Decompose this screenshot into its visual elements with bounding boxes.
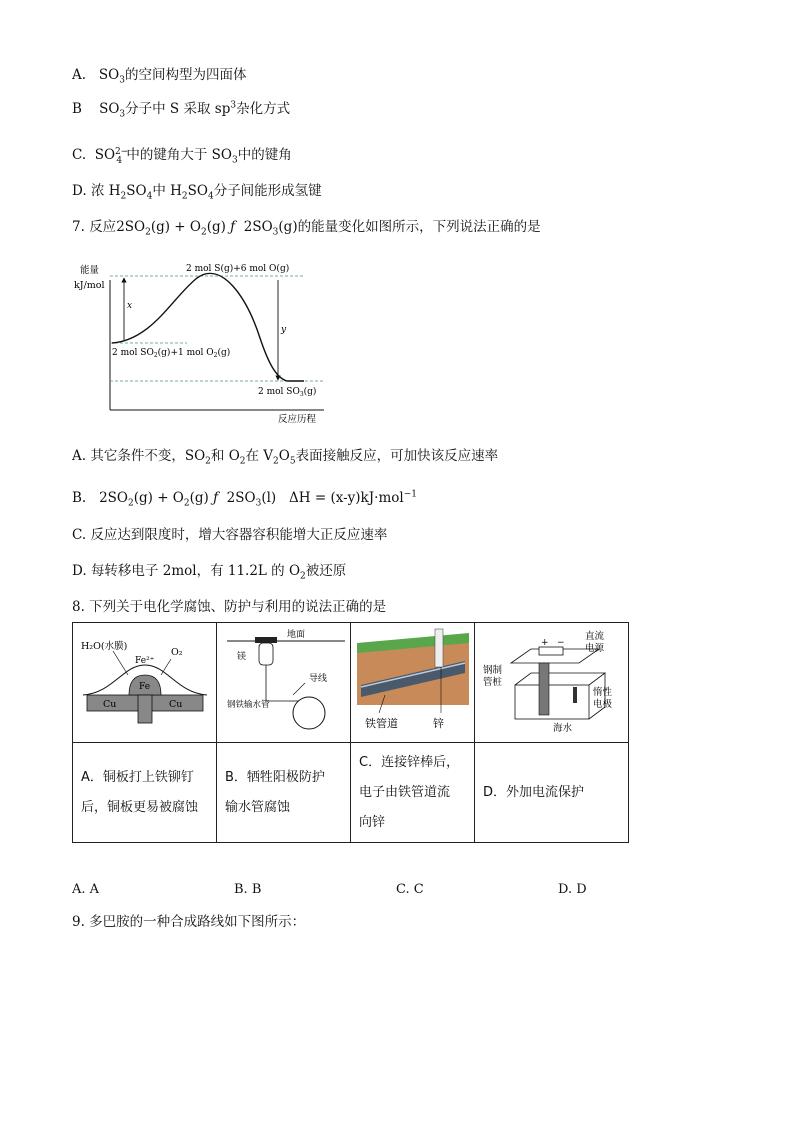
q8-stem: 8. 下列关于电化学腐蚀、防护与利用的说法正确的是 bbox=[72, 599, 387, 615]
zinc-pipe-figure bbox=[351, 623, 475, 738]
y-axis-label-1: 能量 bbox=[80, 265, 100, 276]
energy-diagram bbox=[72, 258, 332, 428]
x-axis-label: 反应历程 bbox=[278, 414, 317, 425]
q6-option-b: B $SO_3$分子中 S 采取 $sp^3$杂化方式 bbox=[72, 100, 291, 120]
svg-text:Cu: Cu bbox=[169, 699, 183, 710]
fig-cell-b bbox=[217, 623, 351, 743]
svg-text:导线: 导线 bbox=[309, 674, 328, 684]
svg-text:锌: 锌 bbox=[433, 717, 444, 730]
q7-option-a: A. 其它条件不变，$SO_2$和 $O_2$在 $V_2O_5$表面接触反应，可加快该反应速率 bbox=[72, 448, 499, 467]
svg-text:电极: 电极 bbox=[593, 699, 613, 710]
svg-text:直流: 直流 bbox=[585, 631, 605, 642]
energy-curve bbox=[112, 273, 304, 381]
q7-stem: 7. 反应$2SO_2(g) + O_2(g)$ ƒ $2SO_3(g)$的能量变化如图所示，下列说法正确的是 bbox=[72, 219, 541, 238]
fig-cell-a bbox=[73, 623, 217, 743]
fig-cell-c bbox=[351, 623, 475, 743]
svg-text:Fe²⁺: Fe²⁺ bbox=[135, 656, 155, 666]
answer-b: B. B bbox=[234, 882, 262, 897]
y-axis-label-2: kJ/mol bbox=[74, 280, 105, 291]
svg-text:铁管道: 铁管道 bbox=[365, 717, 398, 730]
caption-b: B．牺牲阳极防护 输水管腐蚀 bbox=[217, 743, 351, 843]
caption-a: A．铜板打上铁铆钉 后，铜板更易被腐蚀 bbox=[73, 743, 217, 843]
svg-text:−: − bbox=[557, 638, 565, 648]
svg-text:海水: 海水 bbox=[553, 723, 573, 734]
impressed-current-figure bbox=[475, 623, 629, 738]
q9-stem: 9. 多巴胺的一种合成路线如下图所示： bbox=[72, 914, 306, 930]
x-arrow-label: x bbox=[127, 301, 133, 311]
svg-text:+: + bbox=[541, 638, 549, 648]
answer-d: D. D bbox=[558, 882, 587, 897]
answer-c: C. C bbox=[396, 882, 424, 897]
svg-text:钢铁输水管: 钢铁输水管 bbox=[227, 700, 270, 710]
q6-option-a: A. $SO_3$的空间构型为四面体 bbox=[72, 67, 247, 86]
q6-option-d: D. 浓 $H_2SO_4$中 $H_2SO_4$分子间能形成氢键 bbox=[72, 183, 322, 202]
q7-option-c: C. 反应达到限度时，增大容器容积能增大正反应速率 bbox=[72, 527, 388, 543]
q6-option-c: C. $SO^{2-}_4$ 中的键角大于 $SO_3$中的键角 bbox=[72, 146, 292, 166]
q8-table bbox=[72, 622, 629, 843]
svg-text:惰性: 惰性 bbox=[593, 687, 613, 698]
svg-text:H₂O(水膜): H₂O(水膜) bbox=[81, 641, 128, 652]
q7-option-b: B. $2SO_2(g) + O_2(g)$ ƒ $2SO_3(l) \Delta H = (x-y)kJ\cdot mol^{-1}$ bbox=[72, 489, 417, 509]
sacrificial-anode-figure bbox=[217, 623, 351, 738]
reactant-level-label: 2 mol $SO_2(g)+1$ mol $O_2(g)$ bbox=[112, 348, 231, 359]
y-arrow-label: y bbox=[281, 325, 287, 335]
svg-text:管桩: 管桩 bbox=[483, 677, 503, 688]
svg-text:Cu: Cu bbox=[103, 699, 117, 710]
product-level-label: 2 mol $SO_3(g)$ bbox=[258, 387, 317, 398]
fig-cell-d bbox=[475, 623, 629, 743]
answer-a: A. A bbox=[72, 882, 100, 897]
caption-d: D．外加电流保护 bbox=[475, 743, 629, 843]
svg-text:O₂: O₂ bbox=[171, 647, 183, 658]
svg-text:Fe: Fe bbox=[139, 682, 151, 692]
caption-c: C．连接锌棒后， 电子由铁管道流 向锌 bbox=[351, 743, 475, 843]
svg-text:地面: 地面 bbox=[287, 630, 306, 640]
svg-text:钢制: 钢制 bbox=[483, 665, 503, 676]
svg-text:镁: 镁 bbox=[237, 652, 247, 662]
svg-text:电源: 电源 bbox=[585, 643, 605, 654]
top-level-label: 2 mol S(g)+6 mol O(g) bbox=[186, 264, 290, 274]
rivet-figure bbox=[73, 623, 217, 738]
q7-option-d: D. 每转移电子 2mol，有 11.2L 的 $O_2$被还原 bbox=[72, 563, 347, 582]
